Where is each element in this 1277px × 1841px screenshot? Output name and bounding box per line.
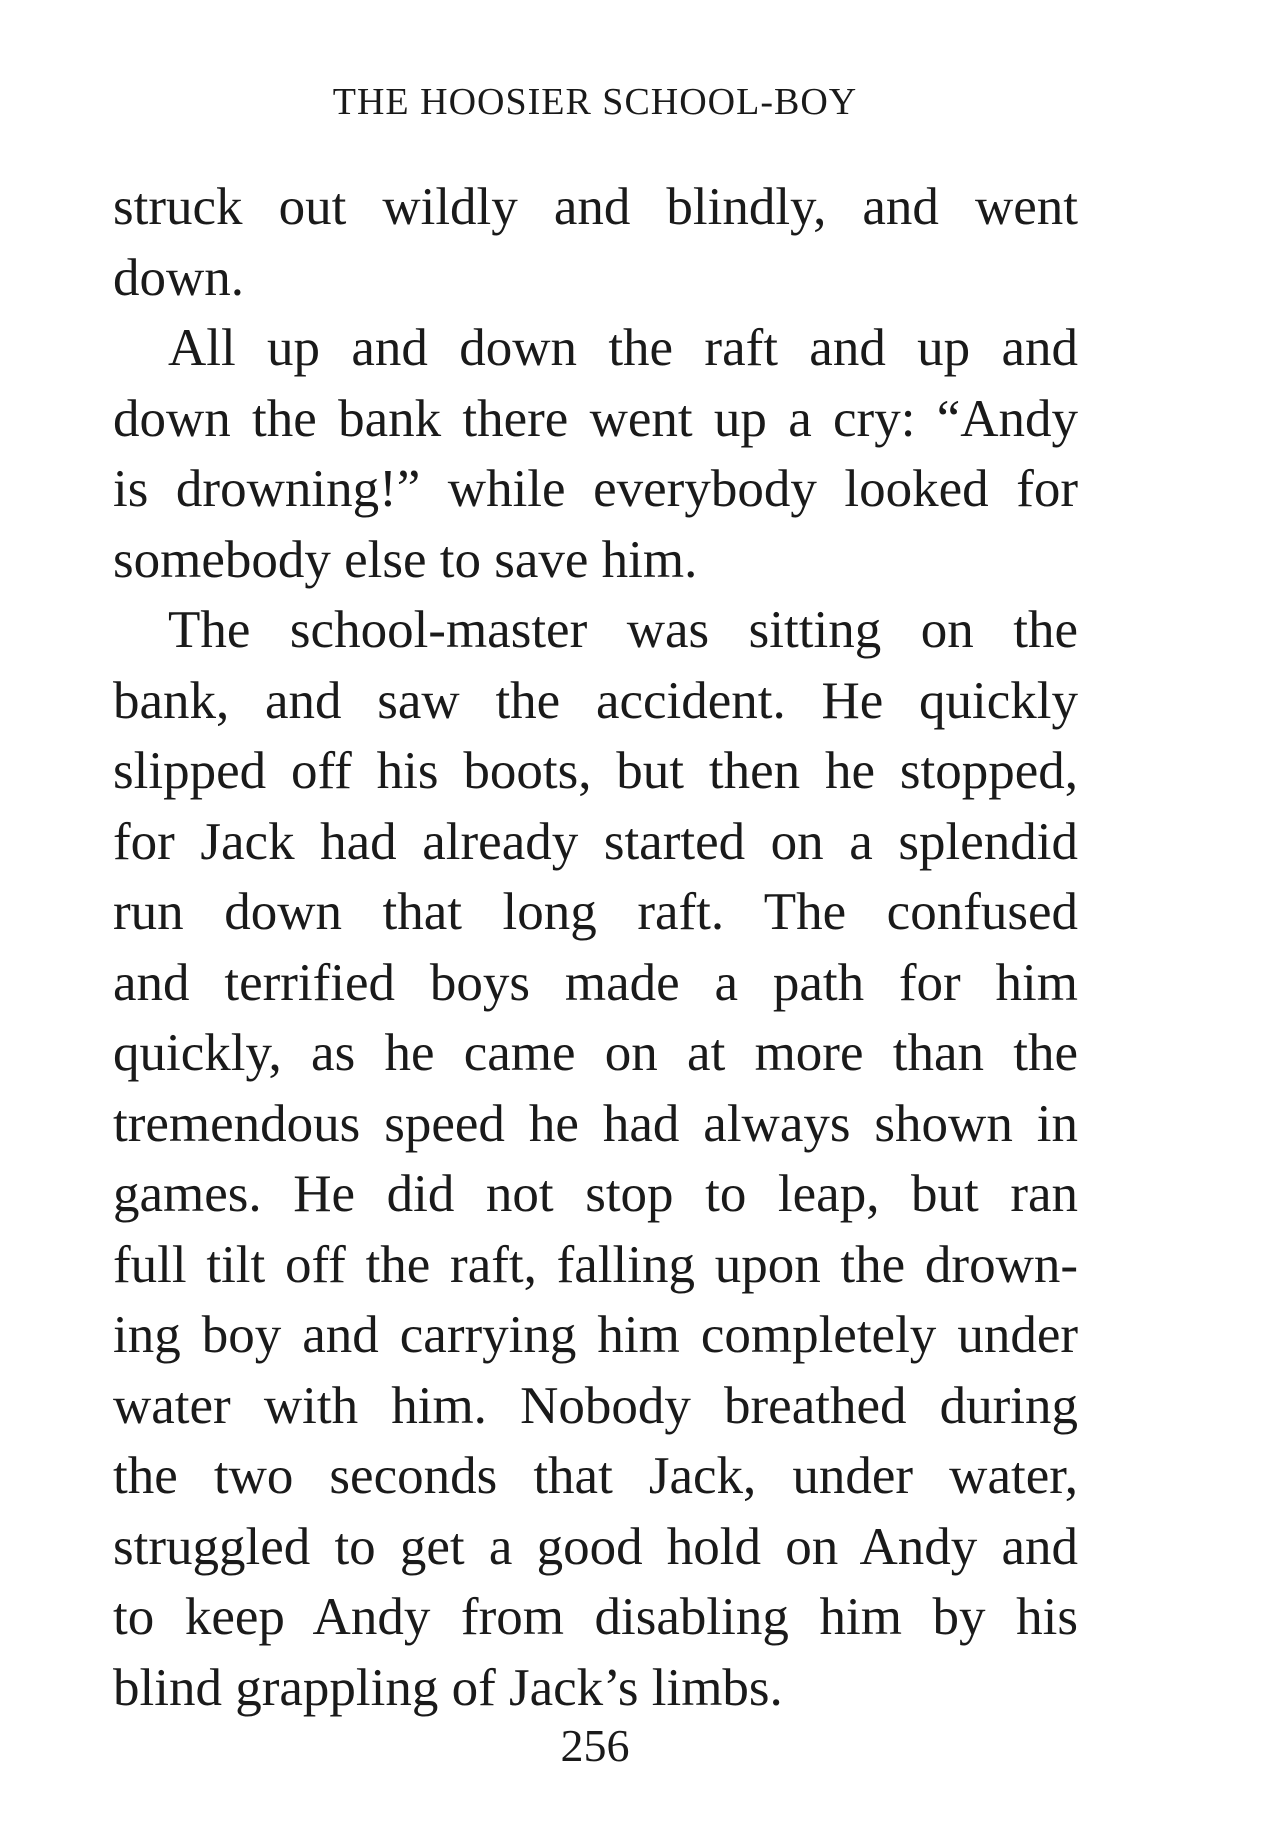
text-line: is drowning!” while everybody looked for [113,460,1078,518]
text-line: All up and down the raft and up and [168,319,1078,377]
text-line: ing boy and carrying him completely under [113,1306,1078,1364]
paragraph-1 [113,172,1078,313]
text-line: water with him. Nobody breathed during [113,1376,1078,1435]
text-line: The school-master was sitting on the [168,601,1078,659]
text-line: the two seconds that Jack, under water, [113,1447,1078,1505]
body-text [113,172,1078,1723]
text-line: to keep Andy from disabling him by his [113,1588,1078,1646]
text-line: slipped off his boots, but then he stopped, [113,742,1078,800]
paragraph-3 [113,595,1078,1723]
text-line: down the bank there went up a cry: “Andy [113,389,1078,448]
text-line: struggled to get a good hold on Andy and [113,1517,1078,1576]
text-line: for Jack had already started on a splendid [113,812,1078,871]
text-line: and terrified boys made a path for him [113,953,1078,1012]
text-line: full tilt off the raft, falling upon the drown- [113,1235,1078,1294]
text-line: bank, and saw the accident. He quickly [113,671,1078,730]
page-number: 256 [560,1720,630,1771]
text-line: quickly, as he came on at more than the [113,1024,1078,1082]
text-line: tremendous speed he had always shown in [113,1094,1078,1153]
text-line: down. [113,248,245,307]
text-line: struck out wildly and blindly, and went [113,178,1078,236]
text-line: games. He did not stop to leap, but ran [113,1165,1078,1223]
paragraph-2 [113,313,1078,595]
running-head: THE HOOSIER SCHOOL-BOY [332,81,858,123]
text-line: blind grappling of Jack’s limbs. [113,1658,783,1717]
text-line: somebody else to save him. [113,530,698,589]
text-line: run down that long raft. The confused [113,883,1078,941]
